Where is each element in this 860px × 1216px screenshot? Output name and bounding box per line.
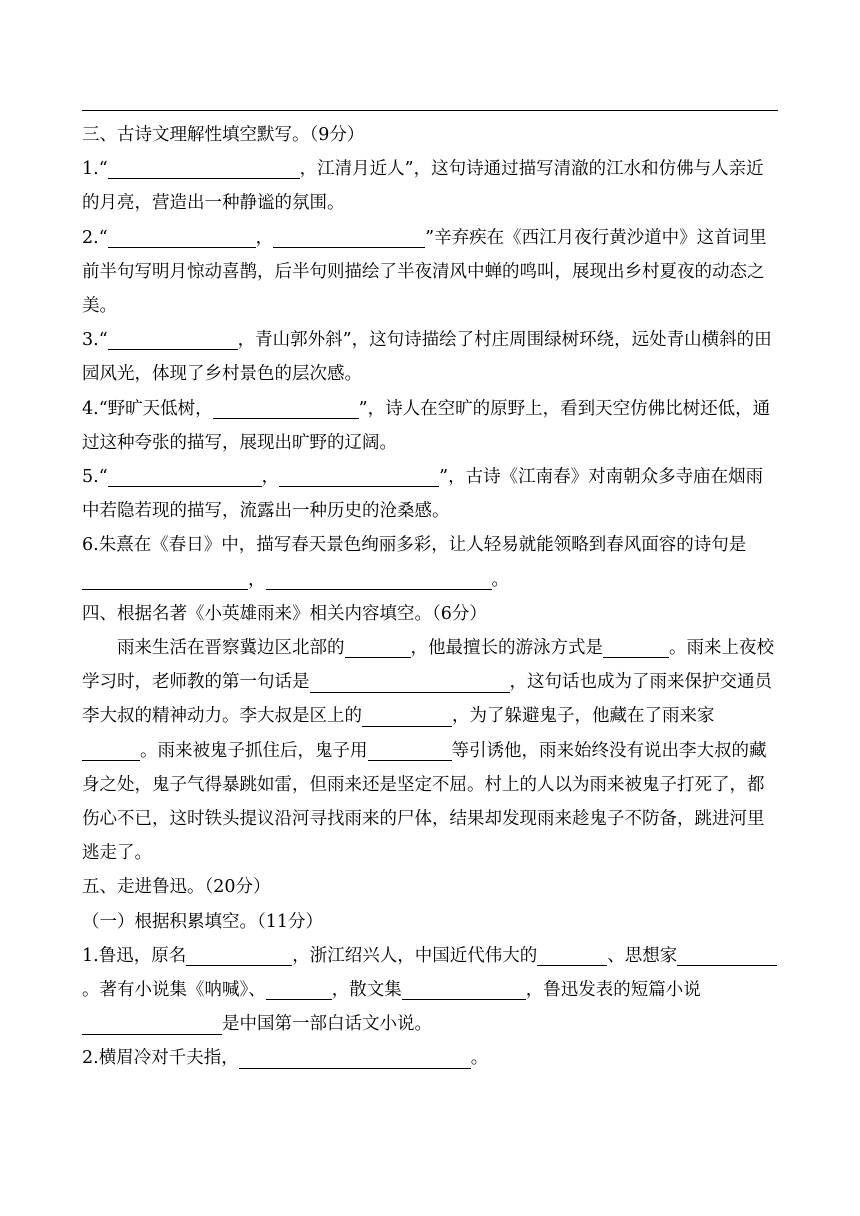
question-number: 6. <box>82 535 99 556</box>
question-number: 2. <box>82 227 99 248</box>
answer-blank[interactable] <box>82 571 248 590</box>
answer-blank[interactable] <box>362 707 452 726</box>
answer-blank[interactable] <box>108 160 300 179</box>
answer-blank[interactable] <box>108 468 262 487</box>
section-5-heading: 五、走进鲁迅。（20分） <box>82 877 271 898</box>
question-5-2: 2.横眉冷对千夫指， 。 <box>82 1048 489 1069</box>
question-3-3: 3.“ ，青山郭外斜”，这句诗描绘了村庄周围绿树环绕，远处青山横斜的田园风光，体现了乡村景色的层次感。 <box>82 330 772 385</box>
question-3-4: 4.“野旷天低树， ”，诗人在空旷的原野上，看到天空仿佛比树还低，通过这种夸张的描写，展现出旷野的辽阔。 <box>82 398 771 453</box>
answer-blank[interactable] <box>82 742 140 761</box>
question-number: 3. <box>82 330 99 351</box>
question-5-1: 1.鲁迅，原名 ，浙江绍兴人，中国近代伟大的 、思想家。著有小说集《呐喊》、 ，散文集 ，鲁迅发表的短篇小说是中国第一部白话文小说。 <box>82 939 778 1042</box>
question-number: 1. <box>82 159 99 180</box>
answer-blank[interactable] <box>402 981 526 1000</box>
answer-blank[interactable] <box>108 331 238 350</box>
answer-blank[interactable] <box>239 1049 471 1068</box>
section-4-passage: 雨来生活在晋察冀边区北部的 ，他最擅长的游泳方式是 。雨来上夜校学习时，老师教的第一句话是 ，这句话也成为了雨来保护交通员李大叔的精神动力。李大叔是区上的 ，为了躲避鬼子，他藏在了雨来家 。雨来被鬼子抓住后，鬼子用 等引诱他，雨来始终没有说出李大叔的藏身之处，鬼子气得暴跳如雷，但雨来还是坚定不屈。村上的人以为雨来被鬼子打死了，都伤心不已，这时铁头提议沿河寻找雨来的尸体，结果却发现雨来趁鬼子不防备，跳进河里逃走了。 <box>82 638 774 864</box>
answer-blank[interactable] <box>273 228 425 247</box>
question-3-2: 2.“ ， ”辛弃疾在《西江月夜行黄沙道中》这首词里前半句写明月惊动喜鹊，后半句则描绘了半夜清风中蝉的鸣叫，展现出乡村夏夜的动态之美。 <box>82 227 767 317</box>
question-3-6: 6.朱熹在《春日》中，描写春天景色绚丽多彩，让人轻易就能领略到春风面容的诗句是， 。 <box>82 535 747 590</box>
question-3-1: 1.“ ，江清月近人”，这句诗通过描写清澈的江水和仿佛与人亲近的月亮，营造出一种静谧的氛围。 <box>82 159 764 214</box>
answer-blank[interactable] <box>310 673 510 692</box>
answer-blank[interactable] <box>82 1015 222 1034</box>
answer-blank[interactable] <box>108 228 256 247</box>
section-5-subheading: （一）根据积累填空。（11分） <box>82 911 324 932</box>
answer-blank[interactable] <box>279 468 439 487</box>
answer-blank[interactable] <box>537 947 607 966</box>
answer-blank[interactable] <box>186 947 292 966</box>
question-number: 1. <box>82 945 99 966</box>
answer-blank[interactable] <box>345 639 411 658</box>
header-rule <box>82 110 778 111</box>
answer-blank[interactable] <box>266 571 492 590</box>
answer-blank[interactable] <box>368 742 452 761</box>
question-number: 5. <box>82 467 99 488</box>
exam-page <box>82 118 778 1076</box>
question-3-5: 5.“ ， ”，古诗《江南春》对南朝众多寺庙在烟雨中若隐若现的描写，流露出一种历史的沧桑感。 <box>82 467 764 522</box>
question-number: 4. <box>82 398 99 419</box>
section-4-heading: 四、根据名著《小英雄雨来》相关内容填空。（6分） <box>82 603 487 624</box>
answer-blank[interactable] <box>213 400 359 419</box>
section-3-heading: 三、古诗文理解性填空默写。（9分） <box>82 125 365 145</box>
answer-blank[interactable] <box>266 981 332 1000</box>
answer-blank[interactable] <box>677 947 777 966</box>
answer-blank[interactable] <box>603 639 669 658</box>
question-number: 2. <box>82 1048 99 1069</box>
